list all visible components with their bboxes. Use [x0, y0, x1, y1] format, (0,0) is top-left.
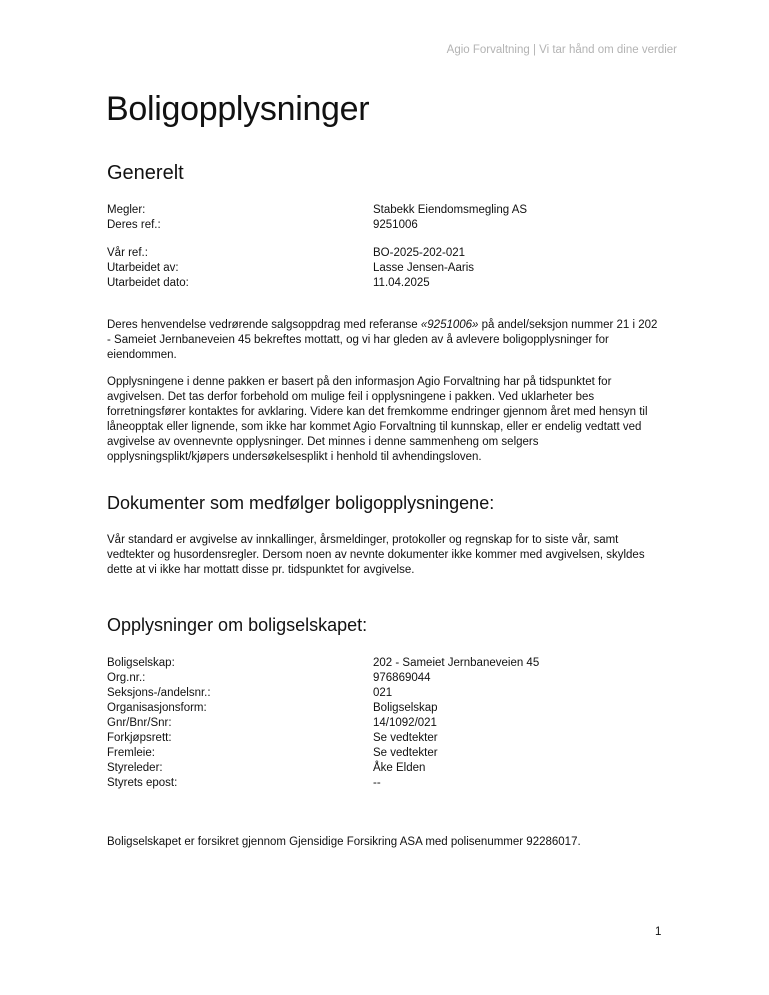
info-value: Se vedtekter: [373, 747, 438, 759]
section-heading-dokumenter: Dokumenter som medfølger boligopplysningene:: [107, 493, 495, 513]
disclaimer-paragraph: Opplysningene i denne pakken er basert på den informasjon Agio Forvaltning har på tidspunktet for avgivelsen. Det tas derfor forbehold om mulige feil i opplysningene i pakken. Ved uklarheter bes forretningsfører kontaktes for avklaring. Videre kan det fremkomme endringer gjennom året med hensyn til låneopptak eller lignende, som ikke har kommet Agio Forvaltning til kunnskap, eller er endelig vedtatt ved avgivelse av ovennevnte opplysninger. Det minnes i denne sammenheng om selgers opplysningsplikt/kjøpers undersøkelsesplikt i henhold til avhendingsloven.: [107, 376, 648, 464]
insurance-paragraph: Boligselskapet er forsikret gjennom Gjensidige Forsikring ASA med polisenummer 92286017.: [107, 836, 581, 848]
header-tagline: Agio Forvaltning | Vi tar hånd om dine verdier: [446, 44, 677, 56]
info-value: Boligselskap: [373, 702, 438, 714]
info-label: Forkjøpsrett:: [107, 732, 172, 744]
section-heading-boligselskap: Opplysninger om boligselskapet:: [107, 615, 368, 635]
info-value: 021: [373, 687, 393, 699]
info-row-utarbeidet-av: [107, 261, 667, 276]
documents-paragraph: Vår standard er avgivelse av innkallinger, årsmeldinger, protokoller og regnskap for to siste vår, samt vedtekter og husordensregler. Dersom noen av nevnte dokumenter ikke kommer med avgivelsen, skyldes dette at vi ikke har mottatt disse pr. tidspunktet for avgivelse.: [107, 534, 645, 577]
page-number: 1: [655, 926, 662, 938]
info-row-megler: [107, 203, 667, 218]
info-label: Deres ref.:: [107, 219, 161, 231]
info-label: Utarbeidet dato:: [107, 277, 189, 289]
info-row-boligselskap: [107, 656, 667, 671]
info-value: Lasse Jensen-Aaris: [373, 262, 474, 274]
info-label: Utarbeidet av:: [107, 262, 179, 274]
info-label: Megler:: [107, 204, 146, 216]
info-row-fremleie: [107, 746, 667, 761]
intro-text-after: på andel/seksjon nummer 21 i 202 - Sameiet Jernbaneveien 45 bekreftes mottatt, og vi har gleden av å avlevere boligopplysninger for eiendommen.: [107, 319, 658, 362]
intro-reference: «9251006»: [420, 319, 479, 331]
info-label: Seksjons-/andelsnr.:: [107, 687, 211, 699]
info-label: Boligselskap:: [107, 657, 175, 669]
info-value: 976869044: [373, 672, 431, 684]
section-heading-generelt: Generelt: [107, 162, 184, 184]
housing-company-info: [107, 656, 667, 791]
info-row-organisasjonsform: [107, 701, 667, 716]
info-label: Organisasjonsform:: [107, 702, 207, 714]
info-row-styrets-epost: [107, 776, 667, 791]
info-value: Se vedtekter: [373, 732, 438, 744]
intro-text-before: Deres henvendelse vedrørende salgsoppdrag med referanse: [107, 319, 421, 331]
info-value: 14/1092/021: [373, 717, 437, 729]
info-value: Åke Elden: [373, 762, 426, 774]
info-label: Styrets epost:: [107, 777, 178, 789]
info-row-deres-ref: [107, 218, 667, 233]
info-row-var-ref: [107, 246, 667, 261]
info-value: 9251006: [373, 219, 418, 231]
info-value: Stabekk Eiendomsmegling AS: [373, 204, 528, 216]
info-row-gnr-bnr-snr: [107, 716, 667, 731]
info-label: Styreleder:: [107, 762, 163, 774]
info-row-styreleder: [107, 761, 667, 776]
info-label: Fremleie:: [107, 747, 155, 759]
info-value: --: [373, 777, 381, 789]
info-row-forkjopsrett: [107, 731, 667, 746]
preparer-info-group: [107, 246, 667, 291]
info-row-org-nr: [107, 671, 667, 686]
info-row-seksjonsnr: [107, 686, 667, 701]
info-label: Gnr/Bnr/Snr:: [107, 717, 172, 729]
intro-paragraph: [107, 318, 663, 363]
info-row-utarbeidet-dato: [107, 276, 667, 291]
reference-info-group: [107, 203, 667, 233]
info-value: BO-2025-202-021: [373, 247, 466, 259]
info-value: 202 - Sameiet Jernbaneveien 45: [373, 657, 540, 669]
info-label: Vår ref.:: [107, 247, 148, 259]
info-label: Org.nr.:: [107, 672, 146, 684]
info-value: 11.04.2025: [373, 277, 430, 289]
document-title: Boligopplysninger: [106, 90, 370, 128]
